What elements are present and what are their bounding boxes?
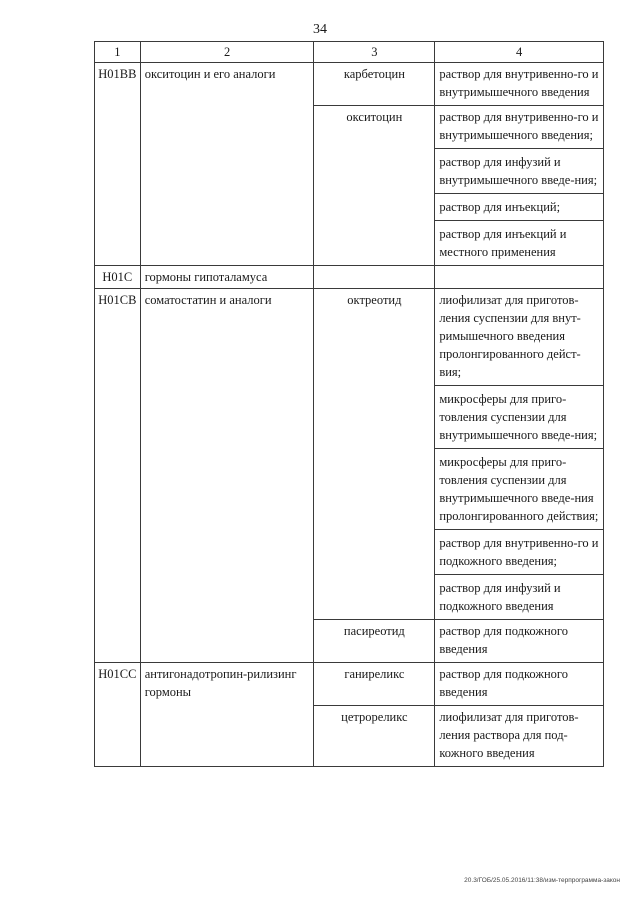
dosage-form-item: микросферы для приго-товления суспензии для внутримышечного введе-ния; xyxy=(435,386,603,449)
atc-code-cell: H01BB xyxy=(95,63,141,266)
column-header-3: 3 xyxy=(314,42,435,63)
drug-table xyxy=(94,41,604,767)
dosage-form-item: раствор для инъекций и местного применения xyxy=(439,227,567,259)
group-name-cell: окситоцин и его аналоги xyxy=(140,63,314,266)
drug-name-cell: цетрореликс xyxy=(314,706,435,767)
dosage-form-item: раствор для внутривенно-го и внутримышечного введения xyxy=(439,67,599,99)
dosage-forms-cell xyxy=(435,266,604,289)
drug-name-cell: ганиреликс xyxy=(314,663,435,706)
drug-name-cell: октреотид xyxy=(314,289,435,620)
dosage-forms-cell xyxy=(435,63,604,106)
drug-name-cell: пасиреотид xyxy=(314,620,435,663)
dosage-form-item: раствор для внутривенно-го и внутримышечного введения; xyxy=(435,106,603,149)
column-header-4: 4 xyxy=(435,42,604,63)
dosage-forms-cell xyxy=(435,663,604,706)
atc-code-cell: H01CC xyxy=(95,663,141,767)
dosage-form-item: раствор для подкожного введения xyxy=(439,667,568,699)
table-header-row xyxy=(95,42,604,63)
group-name-cell: гормоны гипоталамуса xyxy=(140,266,314,289)
dosage-forms-cell xyxy=(435,706,604,767)
dosage-form-item: раствор для подкожного введения xyxy=(439,624,568,656)
dosage-form-item: микросферы для приго-товления суспензии для внутримышечного введе-ния пролонгированного действия; xyxy=(435,449,603,530)
document-footer: 20.3/ГОБ/25.05.2016/11:38/изм-терпрограмма-закон xyxy=(464,877,620,884)
page-number: 34 xyxy=(313,22,327,37)
dosage-form-item: раствор для инфузий и подкожного введения xyxy=(439,581,561,613)
atc-code-cell: H01CB xyxy=(95,289,141,663)
group-name-cell: антигонадотропин-рилизинг гормоны xyxy=(140,663,314,767)
dosage-form-item: раствор для инфузий и внутримышечного введе-ния; xyxy=(435,149,603,194)
table-body xyxy=(95,63,604,767)
drug-name-cell: карбетоцин xyxy=(314,63,435,106)
drug-table-container xyxy=(94,41,604,767)
dosage-forms-cell xyxy=(435,289,604,620)
column-header-1: 1 xyxy=(95,42,141,63)
dosage-form-item: раствор для внутривенно-го и подкожного введения; xyxy=(435,530,603,575)
drug-name-cell xyxy=(314,266,435,289)
dosage-forms-cell xyxy=(435,620,604,663)
dosage-forms-cell xyxy=(435,106,604,266)
group-name-cell: соматостатин и аналоги xyxy=(140,289,314,663)
atc-code-cell: H01C xyxy=(95,266,141,289)
table-row xyxy=(95,63,604,106)
drug-name-cell: окситоцин xyxy=(314,106,435,266)
dosage-form-item: лиофилизат для приготов-ления раствора для под-кожного введения xyxy=(439,710,579,760)
dosage-form-item: раствор для инъекций; xyxy=(435,194,603,221)
table-row xyxy=(95,289,604,620)
column-header-2: 2 xyxy=(140,42,314,63)
dosage-form-item: лиофилизат для приготов-ления суспензии для внут-римышечного введения пролонгированного дейст-вия; xyxy=(435,289,603,386)
table-row xyxy=(95,663,604,706)
table-row xyxy=(95,266,604,289)
